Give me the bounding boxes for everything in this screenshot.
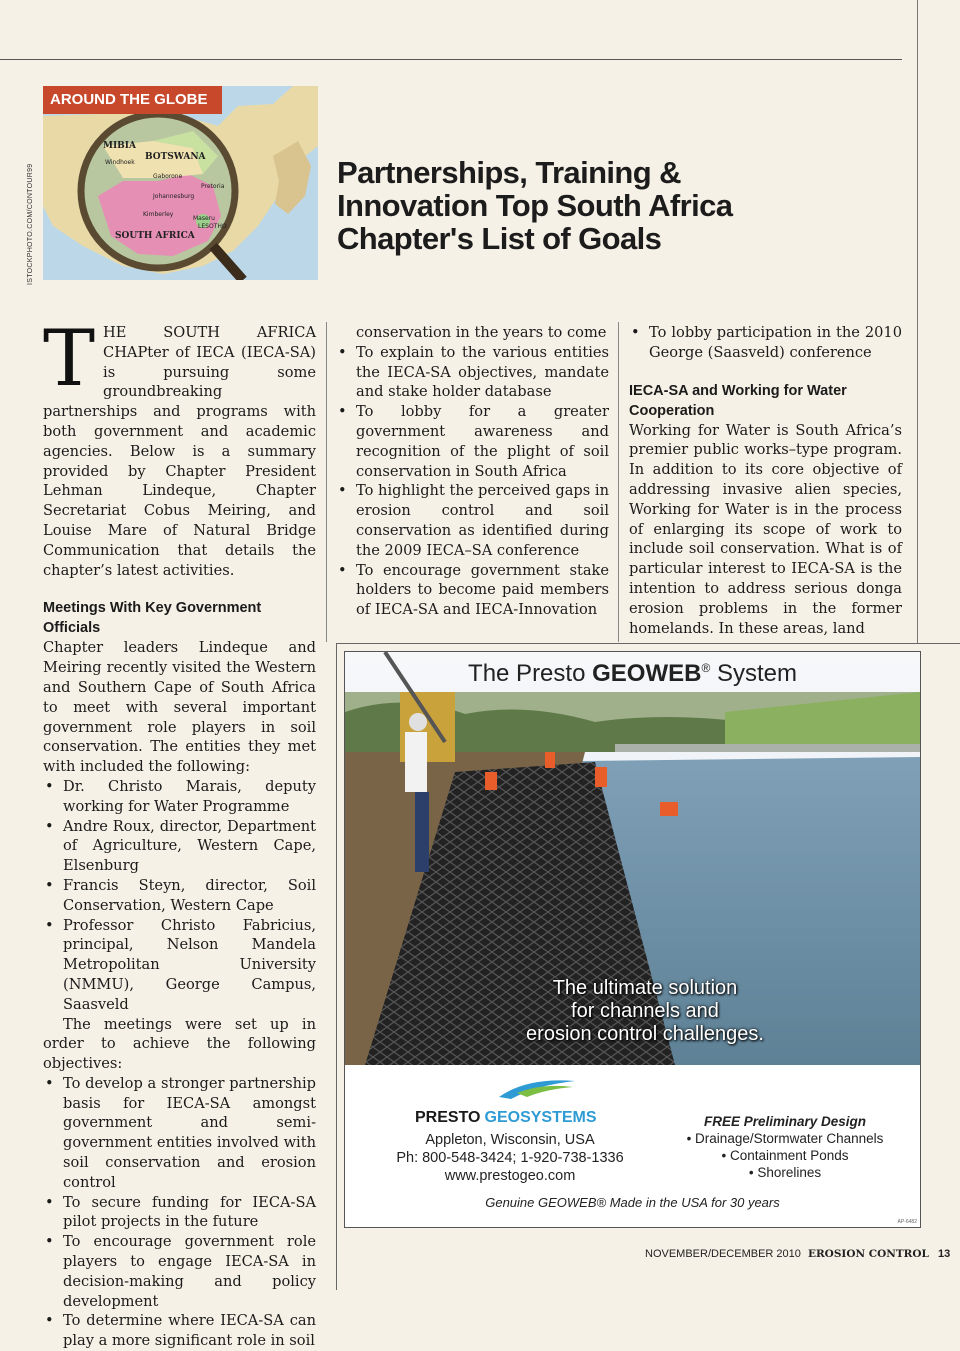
drop-cap: T [43, 314, 96, 404]
list-item: • To determine where IECA-SA can play a more significant role in soil [43, 1311, 316, 1351]
map-label: Johannesburg [153, 193, 195, 200]
magazine-name: EROSION CONTROL [807, 1248, 929, 1260]
geoweb-brand: GEOWEB [592, 660, 702, 687]
map-label: LESOTHO [198, 223, 227, 230]
map-label: Kimberley [143, 211, 174, 218]
objectives-list-continued [336, 343, 609, 620]
list-item: • Professor Christo Fabricius, principal, Nelson Mandela Metropolitan University (NMMU), George Campus, Saasveld [43, 916, 316, 1015]
article-column-1 [43, 314, 316, 1351]
ad-title: The Presto GEOWEB® System [468, 660, 797, 687]
right-margin-rule [917, 0, 918, 644]
map-label: Gaborone [153, 173, 183, 180]
list-item: • To encourage government role players to engage IECA-SA in decision-making and policy development [43, 1232, 316, 1311]
map-label: Maseru [193, 215, 215, 222]
working-for-water-paragraph: Working for Water is South Africa’s premier public works–type program. In addition to its core objective of addressing invasive alien species, Working for Water is in the process of enlarging its scope of work to include soil conservation. What is of particular interest to IECA-SA is the intention to address serious donga erosion problems in the former homelands. In these areas, land [629, 421, 902, 637]
ad-code: AP-6482 [897, 1219, 917, 1225]
ad-info-panel [345, 1065, 920, 1227]
map-label: BOTSWANA [145, 152, 206, 162]
section-tag: AROUND THE GLOBE [43, 86, 222, 114]
photo-credit: ISTOCKPHOTO.COM/CONTOUR99 [27, 163, 34, 285]
list-item: • To encourage government stake holders to become paid members of IECA-SA and IECA-Innovation [336, 561, 609, 620]
south-africa-map-image [43, 86, 318, 280]
map-label: Pretoria [201, 183, 225, 190]
list-item: • Dr. Christo Marais, deputy working for Water Programme [43, 777, 316, 817]
list-item: • Andre Roux, director, Department of Agriculture, Western Cape, Elsenburg [43, 817, 316, 876]
ad-slogan: The ultimate solution for channels and erosion control challenges. [526, 977, 764, 1045]
objectives-list-end [629, 323, 902, 363]
top-rule [0, 59, 902, 60]
section-heading-working-for-water: IECA-SA and Working for Water Cooperation [629, 382, 847, 419]
objectives-list [43, 1074, 316, 1351]
column-divider [326, 322, 327, 642]
list-item: • To develop a stronger partnership basis for IECA-SA amongst government and semi-government entities involved with soil conservation and erosion control [43, 1074, 316, 1193]
intro-paragraph: HE SOUTH AFRICA CHAPter of IECA (IECA-SA) is pursuing some groundbreaking partnerships and programs with both government and academic agencies. Below is a summary provided by Chapter President Lehman Lindeque, Chapter Secretariat Cobus Meiring, and Louise Mare of Natural Bridge Communication that details the chapter’s latest activities. [43, 324, 316, 579]
page-number: 13 [937, 1248, 951, 1260]
list-item: • Francis Steyn, director, Soil Conservation, Western Cape [43, 876, 316, 916]
presto-geoweb-advertisement [344, 651, 921, 1228]
article-headline: Partnerships, Training & Innovation Top South Africa Chapter's List of Goals [337, 155, 733, 256]
ad-tagline: Genuine GEOWEB® Made in the USA for 30 years [485, 1195, 780, 1210]
free-design-offer: FREE Preliminary Design • Drainage/Stormwater Channels • Containment Ponds • Shorelines [686, 1114, 884, 1180]
list-item: • To lobby for a greater government awareness and recognition of the plight of soil conservation in South Africa [336, 402, 609, 481]
entities-list [43, 777, 316, 1015]
column-divider [618, 322, 619, 642]
meetings-paragraph: Chapter leaders Lindeque and Meiring recently visited the Western and Southern Cape of South Africa to meet with several important government role players in soil conservation. The entities they met with included the following: [43, 639, 316, 776]
list-item: • To lobby participation in the 2010 George (Saasveld) conference [629, 323, 902, 363]
article-column-2 [336, 323, 609, 620]
page-footer [645, 1248, 950, 1260]
map-label: MIBIA [103, 141, 136, 151]
article-column-3 [629, 323, 902, 638]
website-link[interactable]: www.prestogeo.com [444, 1168, 576, 1184]
map-label: Windhoek [105, 159, 135, 166]
list-continuation: conservation in the years to come [356, 324, 607, 341]
map-label: SOUTH AFRICA [115, 231, 195, 241]
issue-date: NOVEMBER/DECEMBER 2010 [645, 1248, 801, 1260]
section-heading-meetings: Meetings With Key Government Officials [43, 600, 262, 637]
presto-logo-icon [497, 1075, 577, 1101]
list-item: • To secure funding for IECA-SA pilot projects in the future [43, 1193, 316, 1233]
presto-brand: PRESTO GEOSYSTEMS [415, 1109, 597, 1126]
list-item: • To highlight the perceived gaps in erosion control and soil conservation as identified during the 2009 IECA–SA conference [336, 481, 609, 560]
ad-contact: Appleton, Wisconsin, USA Ph: 800-548-3424; 1-920-738-1336 www.prestogeo.com [375, 1131, 645, 1185]
objectives-intro: The meetings were set up in order to achieve the following objectives: [43, 1015, 316, 1073]
list-item: • To explain to the various entities the IECA-SA objectives, mandate and stake holder database [336, 343, 609, 402]
